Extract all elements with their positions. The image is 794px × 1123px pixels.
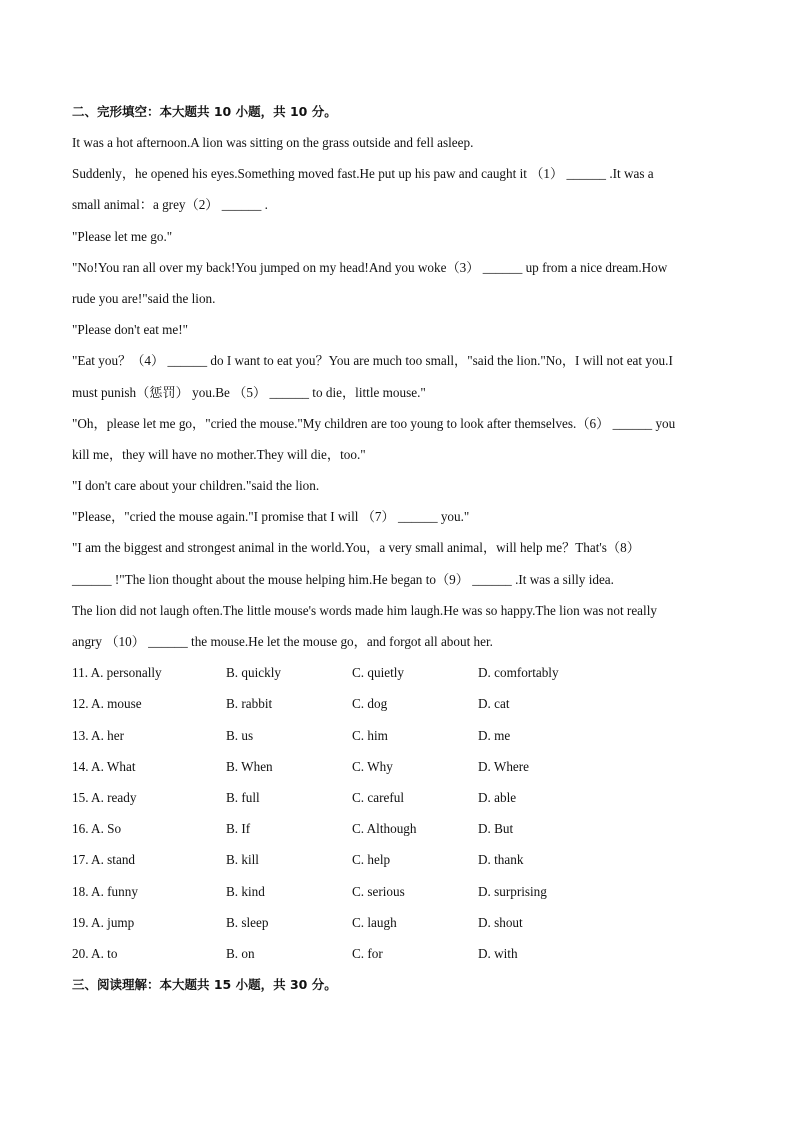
passage-line: "Please，"cried the mouse again."I promise that I will （7） ______ you." bbox=[72, 509, 470, 525]
passage-line: "Please let me go." bbox=[72, 228, 173, 244]
section-2-title: 二、完形填空：本大题共 10 小题，共 10 分。 bbox=[72, 104, 337, 119]
passage-line: "I am the biggest and strongest animal in the world.You，a very small animal，will help me？That's（8） bbox=[72, 540, 640, 556]
option-d: D. shout bbox=[478, 914, 523, 930]
option-b: B. rabbit bbox=[226, 696, 273, 712]
option-b: B. If bbox=[226, 821, 251, 837]
option-b: B. on bbox=[226, 945, 255, 961]
option-b: B. quickly bbox=[226, 665, 281, 681]
option-c: C. for bbox=[352, 945, 383, 961]
option-a: 19. A. jump bbox=[72, 914, 135, 930]
question-19-options bbox=[72, 907, 732, 938]
question-14-options bbox=[72, 751, 732, 782]
option-b: B. sleep bbox=[226, 914, 269, 930]
option-a: 13. A. her bbox=[72, 727, 125, 743]
passage-line: small animal：a grey（2） ______ . bbox=[72, 197, 268, 213]
option-c: C. laugh bbox=[352, 914, 397, 930]
option-a: 17. A. stand bbox=[72, 852, 136, 868]
passage-line: kill me，they will have no mother.They will die，too." bbox=[72, 446, 366, 462]
passage-line: must punish（惩罚） you.Be （5） ______ to die，little mouse." bbox=[72, 384, 426, 400]
passage-line: ______ !"The lion thought about the mouse helping him.He began to（9） ______ .It was a silly idea. bbox=[72, 571, 614, 587]
option-a: 18. A. funny bbox=[72, 883, 138, 899]
option-c: C. quietly bbox=[352, 665, 405, 681]
option-d: D. surprising bbox=[478, 883, 547, 899]
passage-line: "No!You ran all over my back!You jumped on my head!And you woke（3） ______ up from a nice dream.How bbox=[72, 259, 668, 275]
option-a: 16. A. So bbox=[72, 821, 122, 837]
question-20-options bbox=[72, 938, 732, 969]
option-b: B. kind bbox=[226, 883, 265, 899]
passage-line: angry （10） ______ the mouse.He let the mouse go，and forgot all about her. bbox=[72, 634, 493, 649]
question-11-options bbox=[72, 657, 732, 688]
question-17-options bbox=[72, 844, 732, 875]
question-15-options bbox=[72, 782, 732, 813]
option-b: B. full bbox=[226, 789, 260, 805]
option-b: B. kill bbox=[226, 852, 259, 868]
passage-line: "Eat you？（4） ______ do I want to eat you？You are much too small，"said the lion."No，I will not eat you.I bbox=[72, 353, 673, 369]
question-18-options bbox=[72, 876, 732, 907]
option-a: 11. A. personally bbox=[72, 665, 162, 681]
option-d: D. But bbox=[478, 821, 514, 837]
section-3-title: 三、阅读理解：本大题共 15 小题，共 30 分。 bbox=[72, 977, 337, 993]
option-c: C. help bbox=[352, 852, 391, 868]
option-a: 15. A. ready bbox=[72, 789, 137, 805]
option-d: D. thank bbox=[478, 852, 524, 868]
passage-line: Suddenly，he opened his eyes.Something moved fast.He put up his paw and caught it （1） ______ .It was a bbox=[72, 166, 654, 182]
option-d: D. Where bbox=[478, 758, 530, 774]
cloze-passage bbox=[72, 127, 732, 657]
option-d: D. me bbox=[478, 727, 511, 743]
option-c: C. dog bbox=[352, 696, 388, 712]
answer-options bbox=[72, 657, 732, 969]
option-c: C. Why bbox=[352, 758, 393, 774]
question-16-options bbox=[72, 813, 732, 844]
passage-line: "Oh，please let me go，"cried the mouse."My children are too young to look after themselves.（6） ______ you bbox=[72, 415, 676, 431]
exam-page bbox=[72, 96, 732, 1000]
passage-line: rude you are!"said the lion. bbox=[72, 290, 216, 306]
option-c: C. careful bbox=[352, 789, 404, 805]
option-c: C. serious bbox=[352, 883, 405, 899]
option-c: C. him bbox=[352, 727, 388, 743]
option-a: 12. A. mouse bbox=[72, 696, 142, 712]
passage-line: "I don't care about your children."said the lion. bbox=[72, 478, 320, 494]
option-d: D. cat bbox=[478, 696, 510, 712]
passage-line: "Please don't eat me!" bbox=[72, 322, 189, 338]
passage-line: It was a hot afternoon.A lion was sitting on the grass outside and fell asleep. bbox=[72, 135, 474, 150]
option-a: 14. A. What bbox=[72, 758, 136, 774]
question-12-options bbox=[72, 688, 732, 719]
passage-line: The lion did not laugh often.The little mouse's words made him laugh.He was so happy.The lion was not really bbox=[72, 602, 657, 618]
option-c: C. Although bbox=[352, 821, 417, 837]
option-b: B. When bbox=[226, 758, 273, 774]
option-a: 20. A. to bbox=[72, 945, 118, 961]
option-d: D. able bbox=[478, 789, 517, 805]
question-13-options bbox=[72, 720, 732, 751]
option-d: D. with bbox=[478, 945, 518, 961]
option-d: D. comfortably bbox=[478, 665, 559, 681]
option-b: B. us bbox=[226, 727, 254, 743]
